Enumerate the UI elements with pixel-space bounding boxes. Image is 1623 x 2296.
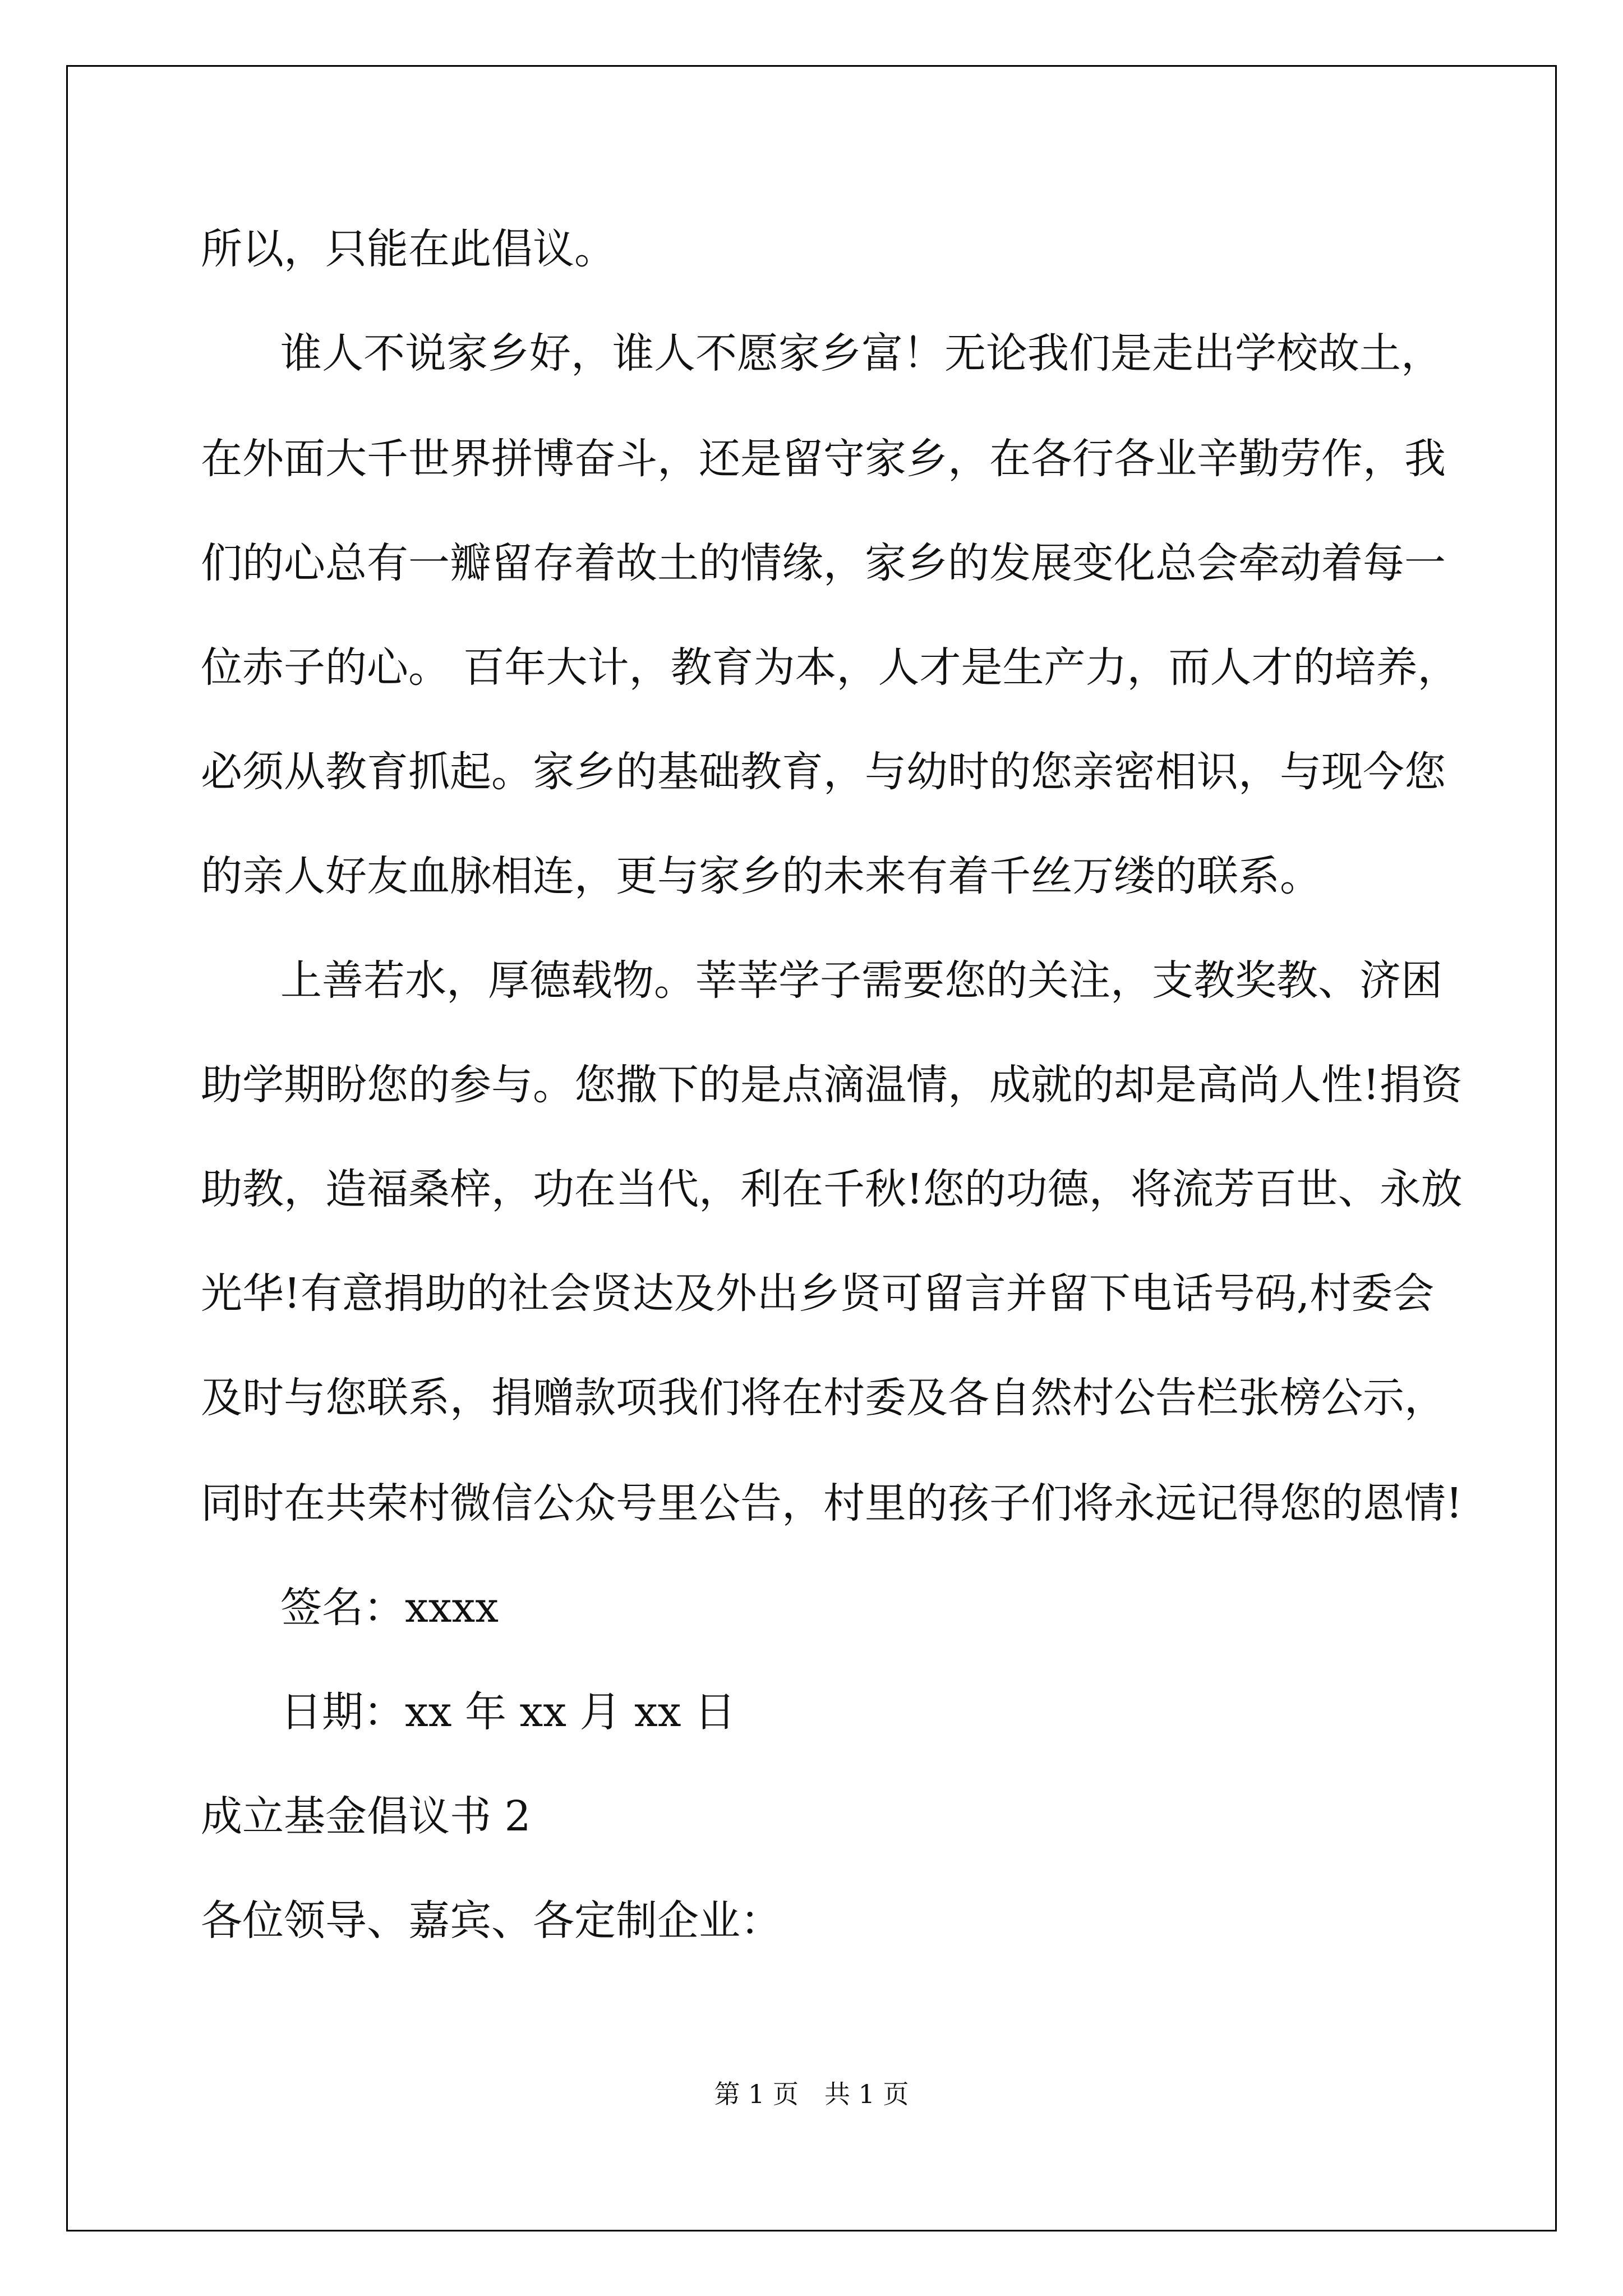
- text-line: 及时与您联系，捐赠款项我们将在村委及各自然村公告栏张榜公示，: [201, 1374, 1446, 1422]
- text-line: 必须从教育抓起。家乡的基础教育，与幼时的您亲密相识，与现今您: [201, 748, 1446, 796]
- text-line: 助学期盼您的参与。您撒下的是点滴温情，成就的却是高尚人性!捐资: [201, 1061, 1463, 1109]
- text-line: 们的心总有一瓣留存着故土的情缘，家乡的发展变化总会牵动着每一: [201, 539, 1446, 587]
- signature-line: 签名：xxxx: [280, 1584, 499, 1632]
- date-line: 日期：xx 年 xx 月 xx 日: [280, 1688, 736, 1736]
- salutation-line: 各位领导、嘉宾、各定制企业：: [201, 1897, 782, 1945]
- text-line: 谁人不说家乡好，谁人不愿家乡富！无论我们是走出学校故土，: [280, 329, 1442, 378]
- page-footer: 第 1 页 共 1 页: [714, 2079, 909, 2109]
- text-line: 上善若水，厚德载物。莘莘学子需要您的关注，支教奖教、济困: [280, 956, 1442, 1005]
- text-line: 的亲人好友血脉相连，更与家乡的未来有着千丝万缕的联系。: [201, 852, 1321, 900]
- text-line: 位赤子的心。 百年大计，教育为本，人才是生产力，而人才的培养，: [201, 643, 1459, 692]
- text-line: 助教，造福桑梓，功在当代，利在千秋!您的功德，将流芳百世、永放: [201, 1165, 1463, 1213]
- text-line: 在外面大千世界拼博奋斗，还是留守家乡，在各行各业辛勤劳作，我: [201, 435, 1446, 483]
- text-line: 同时在共荣村微信公众号里公告，村里的孩子们将永远记得您的恩情!: [201, 1479, 1463, 1527]
- text-line: 光华!有意捐助的社会贤达及外出乡贤可留言并留下电话号码,村委会: [201, 1269, 1435, 1318]
- text-line: 所以，只能在此倡议。: [201, 225, 616, 273]
- section-title: 成立基金倡议书 2: [201, 1792, 531, 1841]
